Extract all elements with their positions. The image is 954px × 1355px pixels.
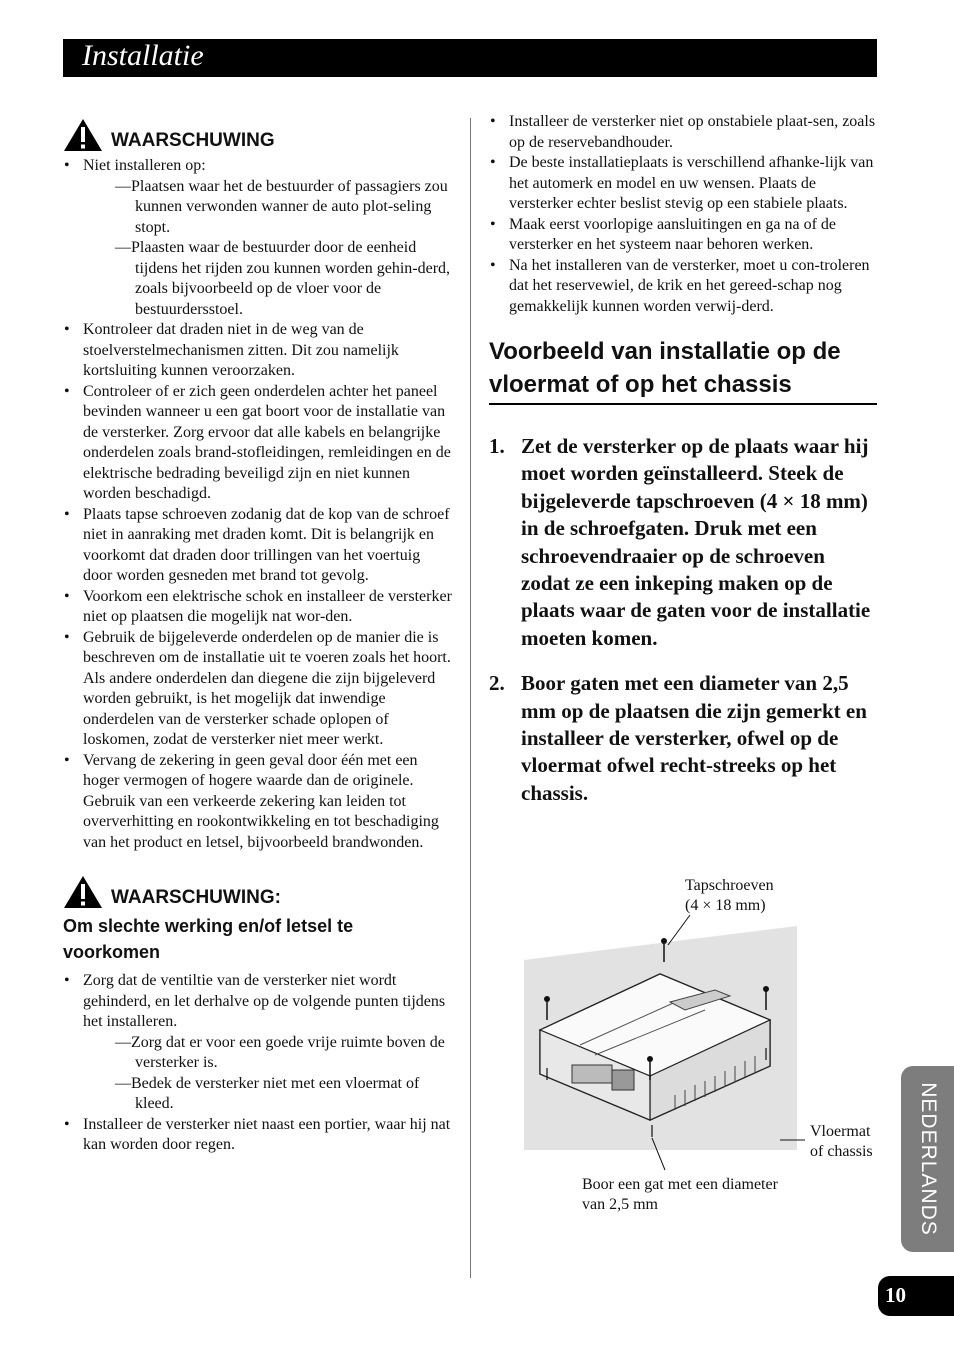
list-item: • Plaats tapse schroeven zodanig dat de kop van de schroef niet in aanraking met draden komt. Dit is belangrijk en voorkomt dat draden door trillingen van het voertuig door worden gesneden met brand tot gevolg. [63,505,453,587]
step-number: 2. [489,671,505,696]
label-hole: Boor een gat met een diameter van 2,5 mm [582,1176,778,1213]
section-heading: Voorbeeld van installatie op de vloermat of op het chassis [489,335,877,405]
list-item: • Vervang de zekering in geen geval door één met een hoger vermogen of hogere waarde dan de originele. Gebruik van een verkeerde zekering kan leiden tot oververhitting en rookontwikkeling en tot beschadiging van het product en letsel, bijvoorbeeld brandwonden. [63,751,453,854]
list-item: • Kontroleer dat draden niet in de weg van de stoelverstelmechanismen zitten. Dit zou namelijk kortsluiting kunnen veroorzaken. [63,320,453,382]
page-number: 10 [885,1283,906,1307]
step-number: 1. [489,434,505,458]
list-item: • De beste installatieplaats is verschillend afhanke-lijk van het automerk en model en uw wensen. Plaats de versterker echter beslist stevig op een stabiele plaats. [489,153,879,215]
step-text: Boor gaten met een diameter van 2,5 mm op de plaatsen die zijn gemerkt en installeer de versterker, ofwel op de vloermat ofwel recht-streeks op het chassis. [521,671,867,805]
step-item [489,670,879,807]
step-text: Zet de versterker op de plaats waar hij moet worden geïnstalleerd. Steek de bijgeleverde tapschroeven (4 × 18 mm) in de schroefgaten. Druk met een schroevendraaier op de schroeven zodat ze een inkeping maken op de plaats waar de gaten voor de installatie moeten komen. [521,434,871,650]
warning-heading-2 [63,875,453,909]
list-item: • Voorkom een elektrische schok en installeer de versterker niet op plaatsen die mogelijk nat wor-den. [63,587,453,628]
page-number-tab [878,1276,954,1316]
warning-list-2 [63,971,453,1156]
warning-list [63,156,453,853]
list-item: • Controleer of er zich geen onderdelen achter het paneel bevinden wanneer u een gat boort voor de installatie van de versterker. Zorg ervoor dat alle kabels en belangrijke onderdelen zoals brand-stofleidingen, remleidingen en de elektrische bedrading beveiligd zijn en niet kunnen worden beschadigd. [63,382,453,505]
warning-heading [63,118,453,152]
list-item: • Maak eerst voorlopige aansluitingen en ga na of de versterker en het systeem naar behoren werken. [489,215,879,256]
list-item: • Niet installeren op: —Plaatsen waar het de bestuurder of passagiers zou kunnen verwonden wanner de auto plot-seling stopt. —Plaasten waar de bestuurder door de eenheid tijdens het rijden zou kunnen worden gehin-derd, zoals bijvoorbeeld op de vloer voor de bestuurdersstoel. [63,156,453,320]
warning-subheading: Om slechte werking en/of letsel te voorkomen [63,916,354,962]
dash-item: —Plaatsen waar het de bestuurder of passagiers zou kunnen verwonden wanner de auto plot-seling stopt. [115,177,448,236]
step-item [489,433,879,652]
caution-list [489,112,879,317]
list-item: • Gebruik de bijgeleverde onderdelen op de manier die is beschreven om de installatie uit te voeren zoals het hoort. Als andere onderdelen dan diegene die zijn bijgeleverd worden gebruikt, is het mogelijk dat inwendige onderdelen van de versterker schade oplopen of loskomen, zodat de versterker niet meer werkt. [63,628,453,751]
right-column [489,112,879,825]
list-item: • Installeer de versterker niet op onstabiele plaat-sen, zoals op de reservebandhouder. [489,112,879,153]
dash-item: —Bedek de versterker niet met een vloermat of kleed. [115,1074,420,1112]
list-item: • Installeer de versterker niet naast een portier, waar hij nat kan worden door regen. [63,1115,453,1156]
language-tab: NEDERLANDS [901,1066,954,1252]
list-item: • Zorg dat de ventiltie van de versterker niet wordt gehinderd, en let derhalve op de volgende punten tijdens het installeren. —Zorg dat er voor een goede vrije ruimte boven de versterker is. —Bedek de versterker niet met een vloermat of kleed. [63,971,453,1115]
warning-title: WAARSCHUWING: [111,887,281,908]
left-column [63,118,453,1156]
column-divider [470,118,471,1278]
warning-title: WAARSCHUWING [111,130,275,151]
warning-icon [63,875,103,909]
warning-icon [63,118,103,152]
dash-item: —Zorg dat er voor een goede vrije ruimte boven de versterker is. [115,1033,445,1071]
list-item: • Na het installeren van de versterker, moet u con-troleren dat het reservewiel, de krik en het gereed-schap nog gemakkelijk kunnen worden verwij-derd. [489,256,879,318]
label-floor: Vloermat of chassis [810,1123,873,1160]
dash-item: —Plaasten waar de bestuurder door de eenheid tijdens het rijden zou kunnen worden gehin-derd, zoals bijvoorbeeld op de vloer voor de bestuurdersstoel. [115,239,451,318]
page-title: Installatie [82,39,204,72]
label-screws: Tapschroeven (4 × 18 mm) [685,877,774,914]
steps-list [489,433,879,807]
